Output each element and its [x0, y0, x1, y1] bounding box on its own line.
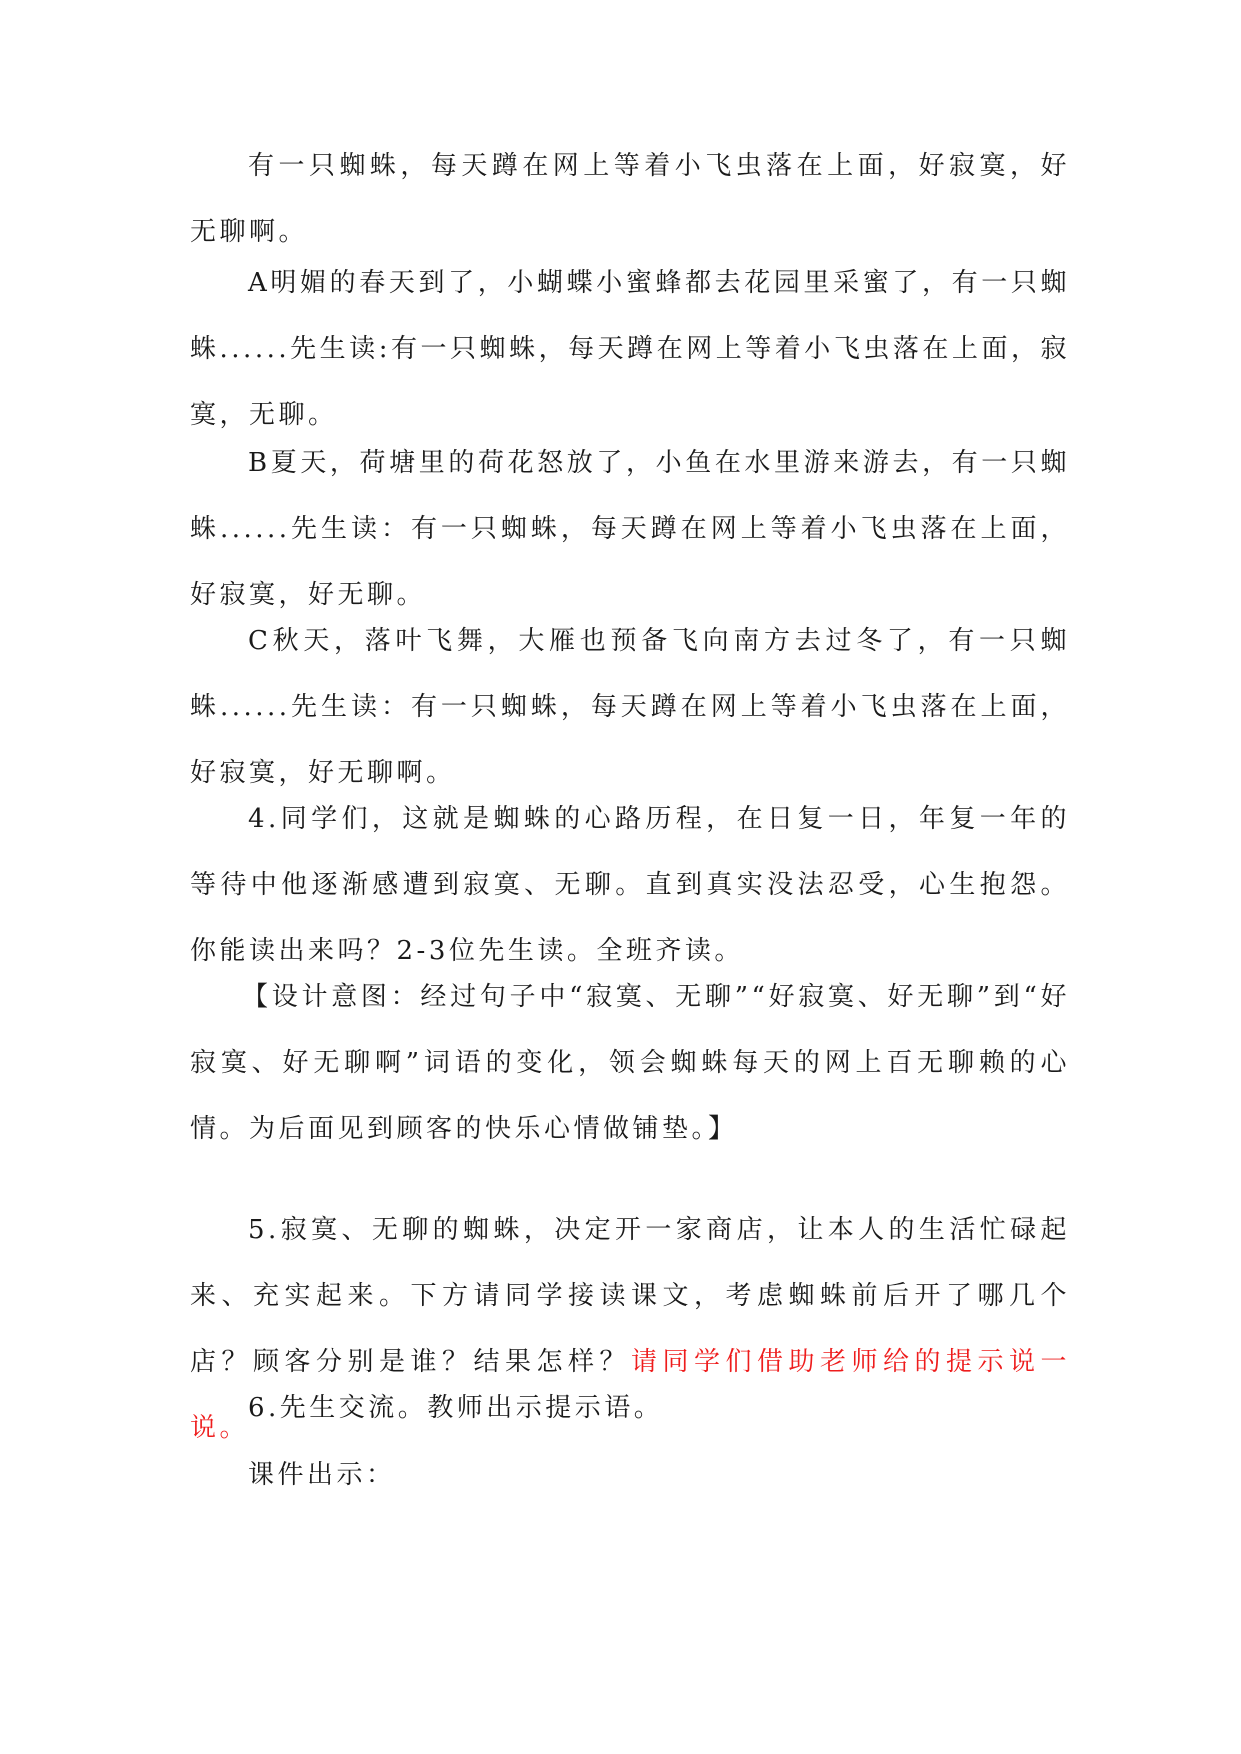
- paragraph-courseware: 课件出示：: [248, 1460, 396, 1490]
- paragraph-design-intent: 【设计意图：经过句子中“寂寞、无聊”“好寂寞、好无聊”到“好寂寞、好无聊啊”词语的变化，领会蜘蛛每天的网上百无聊赖的心情。为后面见到顾客的快乐心情做铺垫。】: [190, 982, 1070, 1144]
- paragraph-step-6: 6.先生交流。教师出示提示语。: [248, 1393, 664, 1423]
- red-highlight-text: 请同学们借助老师给的提示说一说。: [190, 1347, 1070, 1443]
- paragraph-spider-waiting: 有一只蜘蛛，每天蹲在网上等着小飞虫落在上面，好寂寞，好无聊啊。: [190, 151, 1070, 247]
- step-5-text: 5.寂寞、无聊的蜘蛛，决定开一家商店，让本人的生活忙碌起来、充实起来。下方请同学接读课文，考虑蜘蛛前后开了哪几个店？顾客分别是谁？结果怎样？: [190, 1215, 1070, 1377]
- paragraph-spring: A明媚的春天到了，小蝴蝶小蜜蜂都去花园里采蜜了，有一只蜘蛛......先生读:有一只蜘蛛，每天蹲在网上等着小飞虫落在上面，寂寞，无聊。: [190, 268, 1070, 430]
- paragraph-autumn: C秋天，落叶飞舞，大雁也预备飞向南方去过冬了，有一只蜘蛛......先生读：有一只蜘蛛，每天蹲在网上等着小飞虫落在上面，好寂寞，好无聊啊。: [190, 626, 1070, 788]
- paragraph-step-4: 4.同学们，这就是蜘蛛的心路历程，在日复一日，年复一年的等待中他逐渐感遭到寂寞、无聊。直到真实没法忍受，心生抱怨。你能读出来吗？2-3位先生读。全班齐读。: [190, 804, 1070, 966]
- paragraph-summer: B夏天，荷塘里的荷花怒放了，小鱼在水里游来游去，有一只蜘蛛......先生读：有一只蜘蛛，每天蹲在网上等着小飞虫落在上面，好寂寞，好无聊。: [190, 448, 1070, 610]
